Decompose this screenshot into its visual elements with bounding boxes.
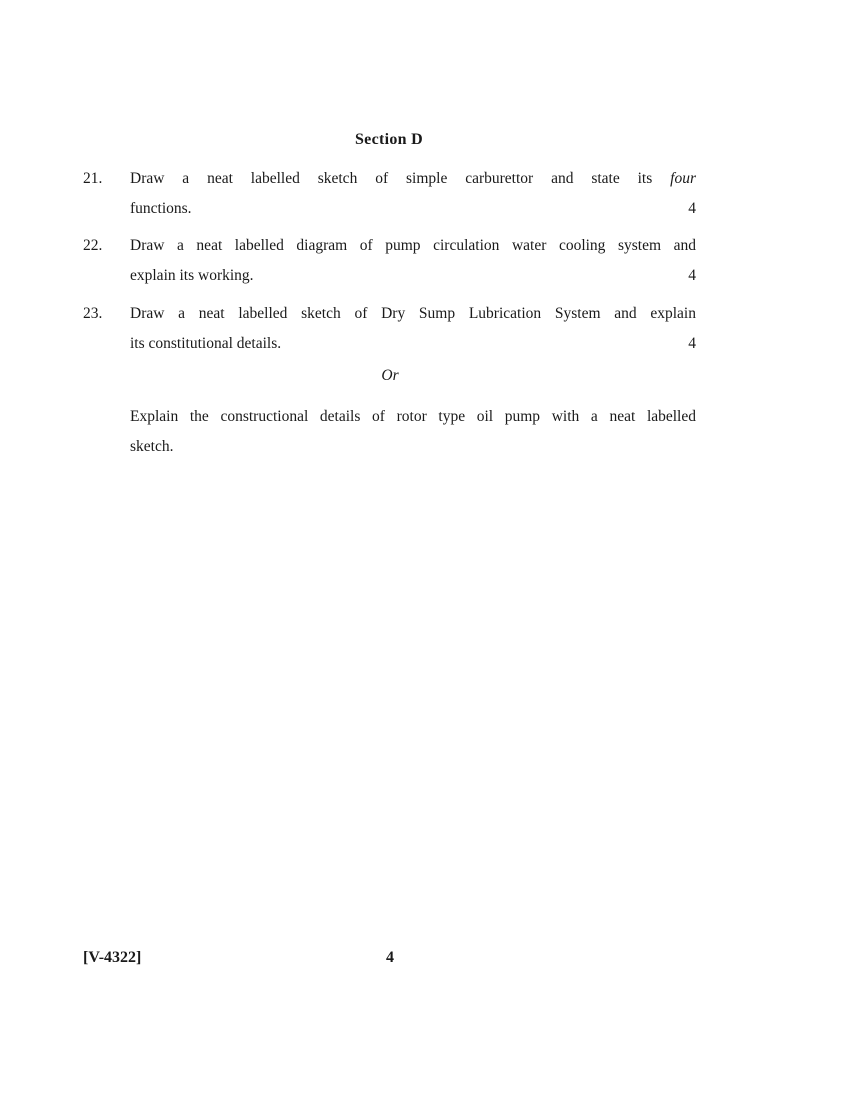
question-marks: 4 xyxy=(688,335,696,352)
question-body xyxy=(130,231,696,291)
question-text: Draw a neat labelled sketch of simple carburettor and state its xyxy=(130,170,653,187)
page-number: 4 xyxy=(386,949,394,966)
question-text: Draw a neat labelled diagram of pump circulation water cooling system and xyxy=(130,237,696,254)
question-number: 22. xyxy=(83,237,103,254)
or-label: Or xyxy=(381,367,399,384)
question-22 xyxy=(83,231,696,291)
question-21 xyxy=(83,164,696,224)
question-23 xyxy=(83,299,696,359)
question-text-last: explain its working. xyxy=(130,267,254,284)
alternative-question xyxy=(130,402,696,462)
question-text-last: its constitutional details. xyxy=(130,335,282,352)
question-marks: 4 xyxy=(688,200,696,217)
question-marks: 4 xyxy=(688,267,696,284)
question-body xyxy=(130,164,696,224)
question-number: 23. xyxy=(83,305,103,322)
question-number: 21. xyxy=(83,170,103,187)
section-title: Section D xyxy=(354,131,424,148)
question-body xyxy=(130,299,696,359)
alternative-line-1: Explain the constructional details of rotor type oil pump with a neat labelled xyxy=(130,408,696,425)
question-text: Draw a neat labelled sketch of Dry Sump Lubrication System and explain xyxy=(130,305,696,322)
alternative-line-2: sketch. xyxy=(130,438,174,455)
question-text-emphasis: four xyxy=(670,170,697,187)
paper-code: [V-4322] xyxy=(83,949,142,966)
question-text-last: functions. xyxy=(130,200,192,217)
